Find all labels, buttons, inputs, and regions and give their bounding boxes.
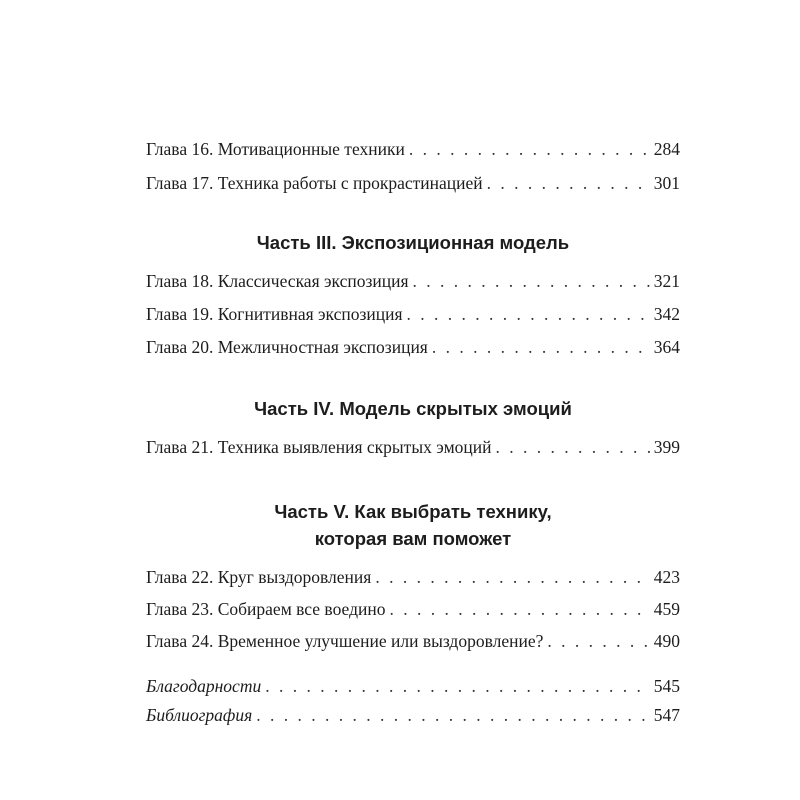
- dot-leader: [256, 700, 650, 730]
- toc-entry-acknowledgements[interactable]: [146, 671, 680, 701]
- toc-entry-page: 423: [653, 567, 680, 587]
- dot-leader: [413, 266, 650, 296]
- toc-entry-chapter-16[interactable]: [146, 134, 680, 164]
- dot-leader: [496, 432, 650, 462]
- part-heading-4: Часть IV. Модель скрытых эмоций: [254, 398, 572, 419]
- dot-leader: [487, 168, 650, 198]
- toc-entry-chapter-21[interactable]: [146, 432, 680, 462]
- dot-leader: [432, 332, 650, 362]
- dot-leader: [407, 299, 650, 329]
- toc-entry-page: 342: [653, 304, 680, 324]
- dot-leader: [409, 134, 650, 164]
- part-heading-3: Часть III. Экспозиционная модель: [256, 232, 570, 253]
- toc-entry-page: 545: [653, 676, 680, 696]
- toc-entry-label: Глава 19. Когнитивная экспозиция: [146, 304, 403, 324]
- toc-entry-label: Глава 16. Мотивационные техники: [146, 139, 405, 159]
- toc-entry-chapter-23[interactable]: [146, 594, 680, 624]
- part-heading-5-line-1: Часть V. Как выбрать технику,: [274, 501, 552, 522]
- toc-entry-bibliography[interactable]: [146, 700, 680, 730]
- toc-entry-chapter-22[interactable]: [146, 562, 680, 592]
- toc-entry-label: Глава 21. Техника выявления скрытых эмоций: [146, 437, 492, 457]
- toc-entry-label: Глава 22. Круг выздоровления: [146, 567, 372, 587]
- toc-entry-label: Глава 18. Классическая экспозиция: [146, 271, 409, 291]
- part-heading-5-line-2: которая вам поможет: [314, 528, 512, 549]
- toc-entry-chapter-18[interactable]: [146, 266, 680, 296]
- toc-entry-chapter-17[interactable]: [146, 168, 680, 198]
- toc-entry-chapter-24[interactable]: [146, 626, 680, 656]
- toc-entry-page: 399: [653, 437, 680, 457]
- toc-entry-label: Глава 17. Техника работы с прокрастинацией: [146, 173, 483, 193]
- toc-entry-page: 364: [653, 337, 680, 357]
- toc-entry-page: 547: [653, 705, 680, 725]
- toc-entry-label: Глава 23. Собираем все воедино: [146, 599, 386, 619]
- toc-entry-chapter-20[interactable]: [146, 332, 680, 362]
- toc-entry-label: Библиография: [146, 705, 253, 725]
- toc-entry-label: Благодарности: [146, 676, 262, 696]
- dot-leader: [265, 671, 650, 701]
- toc-entry-chapter-19[interactable]: [146, 299, 680, 329]
- toc-entry-page: 321: [653, 271, 680, 291]
- dot-leader: [375, 562, 649, 592]
- toc-entry-page: 284: [653, 139, 680, 159]
- toc-entry-label: Глава 24. Временное улучшение или выздоровление?: [146, 631, 544, 651]
- toc-entry-page: 459: [653, 599, 680, 619]
- toc-entry-page: 301: [653, 173, 680, 193]
- toc-entry-label: Глава 20. Межличностная экспозиция: [146, 337, 428, 357]
- toc-entry-page: 490: [653, 631, 680, 651]
- dot-leader: [547, 626, 649, 656]
- dot-leader: [389, 594, 649, 624]
